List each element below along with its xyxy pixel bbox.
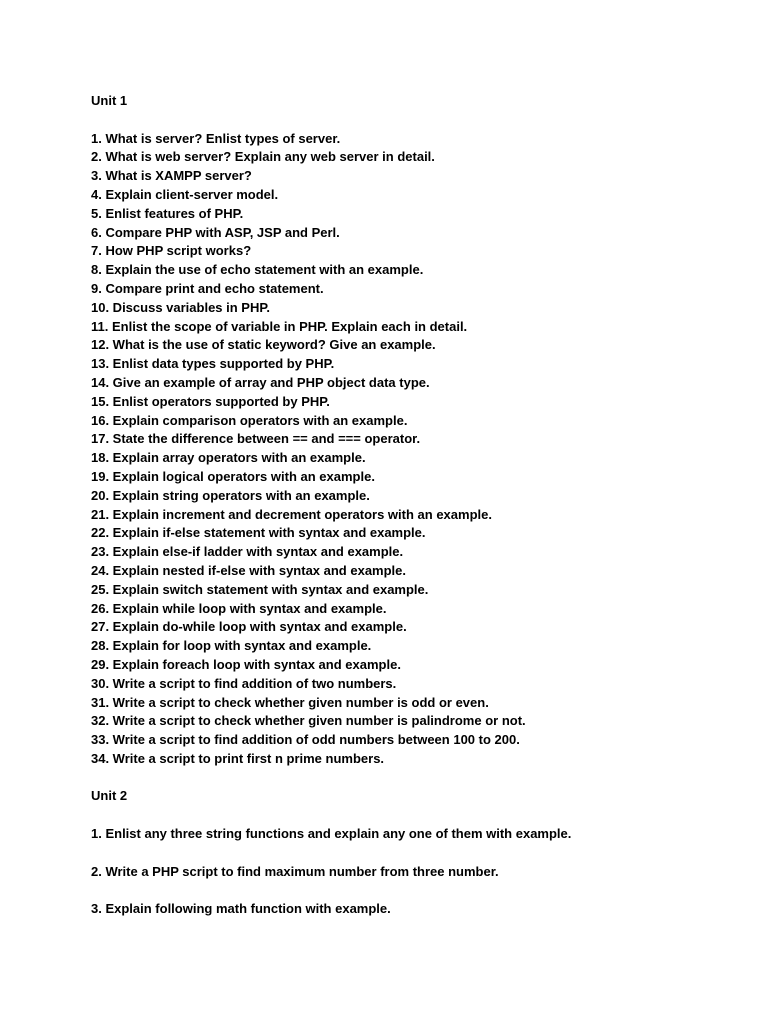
question-item: 17. State the difference between == and === operator.: [91, 431, 421, 447]
question-item: 21. Explain increment and decrement operators with an example.: [91, 506, 492, 522]
question-item: 18. Explain array operators with an example.: [91, 450, 366, 466]
question-item: 2. Write a PHP script to find maximum number from three number.: [91, 863, 499, 879]
question-item: 29. Explain foreach loop with syntax and example.: [91, 656, 401, 672]
question-item: 1. What is server? Enlist types of server.: [91, 130, 341, 146]
question-item: 4. Explain client-server model.: [91, 186, 279, 202]
unit-2-heading: Unit 2: [91, 788, 128, 804]
spacer: [91, 806, 731, 825]
question-item: 31. Write a script to check whether given number is odd or even.: [91, 694, 489, 710]
spacer: [91, 881, 731, 900]
unit-2-question-list: [91, 825, 731, 919]
question-item: 25. Explain switch statement with syntax and example.: [91, 581, 429, 597]
question-item: 1. Enlist any three string functions and explain any one of them with example.: [91, 826, 572, 842]
question-item: 26. Explain while loop with syntax and example.: [91, 600, 387, 616]
question-item: 6. Compare PHP with ASP, JSP and Perl.: [91, 224, 340, 240]
question-item: 23. Explain else-if ladder with syntax and example.: [91, 544, 404, 560]
spacer: [91, 769, 731, 788]
question-item: 14. Give an example of array and PHP object data type.: [91, 374, 430, 390]
unit-1-question-list: [91, 130, 731, 769]
question-item: 9. Compare print and echo statement.: [91, 280, 324, 296]
question-item: 3. What is XAMPP server?: [91, 168, 252, 184]
question-item: 3. Explain following math function with example.: [91, 901, 391, 917]
question-item: 13. Enlist data types supported by PHP.: [91, 356, 335, 372]
question-item: 15. Enlist operators supported by PHP.: [91, 393, 330, 409]
question-item: 32. Write a script to check whether given number is palindrome or not.: [91, 713, 526, 729]
spacer: [91, 111, 731, 130]
question-item: 2. What is web server? Explain any web server in detail.: [91, 149, 435, 165]
question-item: 12. What is the use of static keyword? Give an example.: [91, 337, 436, 353]
question-item: 8. Explain the use of echo statement with an example.: [91, 262, 424, 278]
spacer: [91, 844, 731, 863]
question-item: 33. Write a script to find addition of odd numbers between 100 to 200.: [91, 732, 520, 748]
question-item: 27. Explain do-while loop with syntax and example.: [91, 619, 407, 635]
question-item: 22. Explain if-else statement with syntax and example.: [91, 525, 426, 541]
question-item: 30. Write a script to find addition of two numbers.: [91, 675, 397, 691]
question-item: 24. Explain nested if-else with syntax and example.: [91, 562, 407, 578]
document-content: [91, 92, 731, 919]
question-item: 28. Explain for loop with syntax and example.: [91, 638, 372, 654]
question-item: 11. Enlist the scope of variable in PHP. Explain each in detail.: [91, 318, 468, 334]
question-item: 7. How PHP script works?: [91, 243, 252, 259]
question-item: 34. Write a script to print first n prime numbers.: [91, 750, 385, 766]
question-item: 5. Enlist features of PHP.: [91, 205, 244, 221]
question-item: 10. Discuss variables in PHP.: [91, 299, 270, 315]
question-item: 19. Explain logical operators with an example.: [91, 468, 375, 484]
question-item: 20. Explain string operators with an example.: [91, 487, 370, 503]
question-item: 16. Explain comparison operators with an example.: [91, 412, 408, 428]
unit-1-heading: Unit 1: [91, 93, 128, 108]
